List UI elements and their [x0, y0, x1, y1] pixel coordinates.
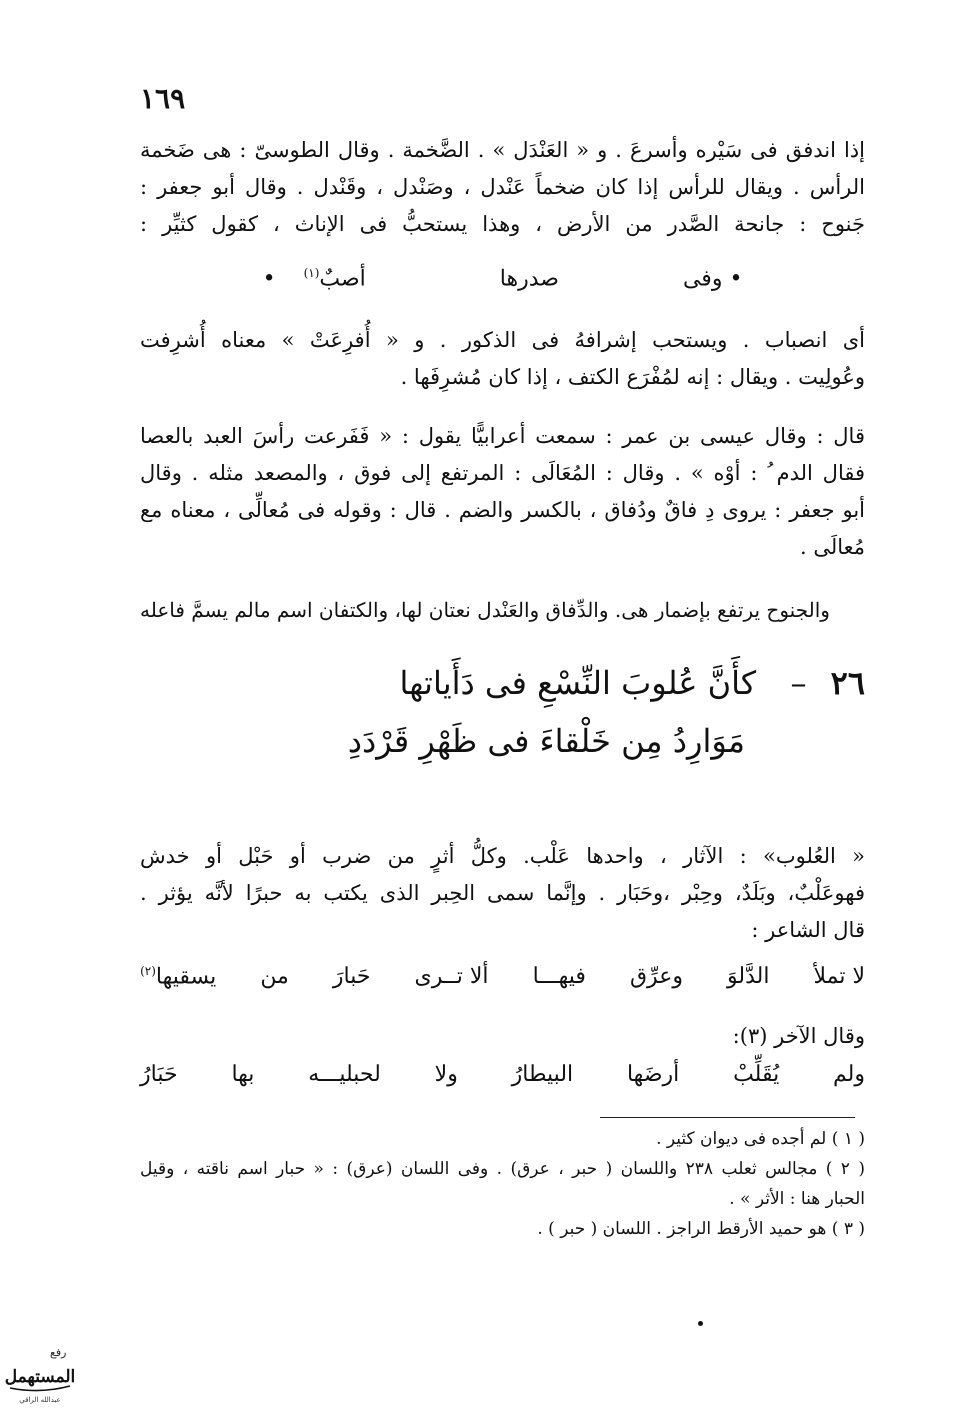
footnote-divider [600, 1117, 855, 1118]
footnote-2: ( ٢ ) مجالس ثعلب ٢٣٨ واللسان ( حبر ، عرق) . وفى اللسان (عرق) : « حبار اسم ناقته ، وقيل [140, 1159, 865, 1179]
poem-line-1 [140, 964, 865, 989]
paragraph-ulub [140, 838, 865, 949]
quote-fragment [140, 266, 865, 291]
text-line: وعُولِيت . ويقال : إنه لمُفْرَع الكتف ، إذا كان مُشرِفَها . [400, 365, 865, 389]
footnote-3: ( ٣ ) هو حميد الأرقط الراجز . اللسان ( حبر ) . [537, 1219, 865, 1239]
footnote-1: ( ١ ) لم أجده فى ديوان كثير . [656, 1129, 865, 1149]
poem-word: ألا تــرى [414, 964, 489, 989]
text-line: أى انصباب . ويستحب إشرافهُ فى الذكور . و « أُفرِعَتْ » معناه أُشرِفت [140, 328, 865, 352]
poem-word: أرضَها [626, 1062, 680, 1087]
poem-line-2 [140, 1062, 865, 1087]
poem-word: بها [231, 1062, 255, 1087]
paragraph-explanation [140, 322, 865, 396]
paragraph-intro [140, 132, 865, 243]
text-line: والجنوح يرتفع بإضمار هى. والدِّفاق والعَنْدل نعتان لها، والكتفان اسم مالم يسمَّ فاعله [140, 598, 830, 622]
text-line: مُعالَى . [799, 535, 865, 559]
verse-number: ٢٦ [830, 664, 865, 702]
poem-word: يُقَلِّبْ [733, 1062, 780, 1087]
stamp-top-text: رفع [50, 1346, 67, 1359]
poem-word: من [260, 964, 289, 989]
poem-word: حَبارَ [332, 964, 371, 989]
stamp-small-text: عبدالله الراقي [19, 1396, 61, 1404]
poem-word: لحبليـــه [308, 1062, 381, 1087]
ink-dot [698, 1321, 703, 1326]
quote-word: صدرها [499, 266, 559, 292]
hemistich-1: كأَنَّ عُلوبَ النِّسْعِ فى دَأَياتها [399, 664, 757, 702]
text-line: وقال الآخر (٣): [732, 1024, 865, 1048]
poem-word: الدَّلوَ [727, 964, 770, 989]
quote-word: أصبٌ [319, 266, 366, 292]
stamp-main-text: المستهمل [4, 1367, 76, 1387]
verse-dash: – [790, 664, 807, 702]
quote-end-mark: • [262, 266, 276, 292]
other-poet-intro [140, 1018, 865, 1055]
poem-word: حَبَارُ [140, 1062, 178, 1087]
text-line: جَنوح : جانحة الصَّدر من الأرض ، وهذا يستحبُّ فى الإناث ، كقول كثيِّر : [140, 212, 865, 236]
poem-word: البيطارُ [511, 1062, 574, 1087]
verse-second-hemistich [140, 722, 865, 760]
hemistich-2: مَوَارِدُ مِن خَلْقاءَ فى ظَهْرِ قَرْدَدِ [347, 722, 745, 760]
quote-word: • وفى [682, 266, 743, 292]
text-line: فهوعَلْبٌ، وبَلَدٌ، وحِبْر ،وحَبَار . وإنَّما سمى الحِبر الذى يكتب به حبرًا لأنَّه يؤثر . [140, 881, 865, 905]
text-line: « العُلوب» : الآثار ، واحدها عَلْب. وكلُّ أثرٍ من ضرب أو حَبْل أو خدش [140, 844, 865, 868]
poem-word: فيهـــا [532, 964, 586, 989]
poem-word: ولم [833, 1062, 865, 1087]
text-line: إذا اندفق فى سَيْره وأسرعَ . و « العَنْدَل » . الضَّخمة . وقال الطوسىّ : هى ضَخمة [140, 138, 865, 162]
paragraph-isa [140, 418, 865, 566]
library-stamp [4, 1340, 76, 1412]
footnotes [140, 1124, 865, 1244]
paragraph-grammar [140, 592, 865, 629]
text-line: قال : وقال عيسى بن عمر : سمعت أعرابيًّا يقول : « فَفَرعت رأسَ العبد بالعصا [140, 424, 865, 448]
text-line: فقال الدم ُ : أوْه » . وقال : المُعَالَى : المرتفع إلى فوق ، والمصعد مثله . وقال [140, 461, 865, 485]
footnote-2-continued: الحبار هنا : الأثر » . [729, 1189, 865, 1209]
page-number: ١٦٩ [140, 82, 186, 115]
verse-first-hemistich [140, 664, 865, 702]
text-line: قال الشاعر : [751, 918, 865, 942]
poem-word: يسقيها [155, 964, 217, 990]
footnote-marker: (١) [303, 266, 320, 280]
footnote-marker: (٢) [140, 964, 156, 978]
poem-word: وعرِّق [629, 964, 683, 989]
text-line: أبو جعفر : يروى دِ فاقٌ ودُفاق ، بالكسر والضم . قال : وقوله فى مُعالِّى ، معناه مع [140, 498, 865, 522]
poem-word: ولا [434, 1062, 458, 1087]
text-line: الرأس . ويقال للرأس إذا كان ضخماً عَنْدل ، وصَنْدل ، وقَنْدل . وقال أبو جعفر : [140, 175, 865, 199]
poem-word: لا تملأ [813, 964, 865, 989]
